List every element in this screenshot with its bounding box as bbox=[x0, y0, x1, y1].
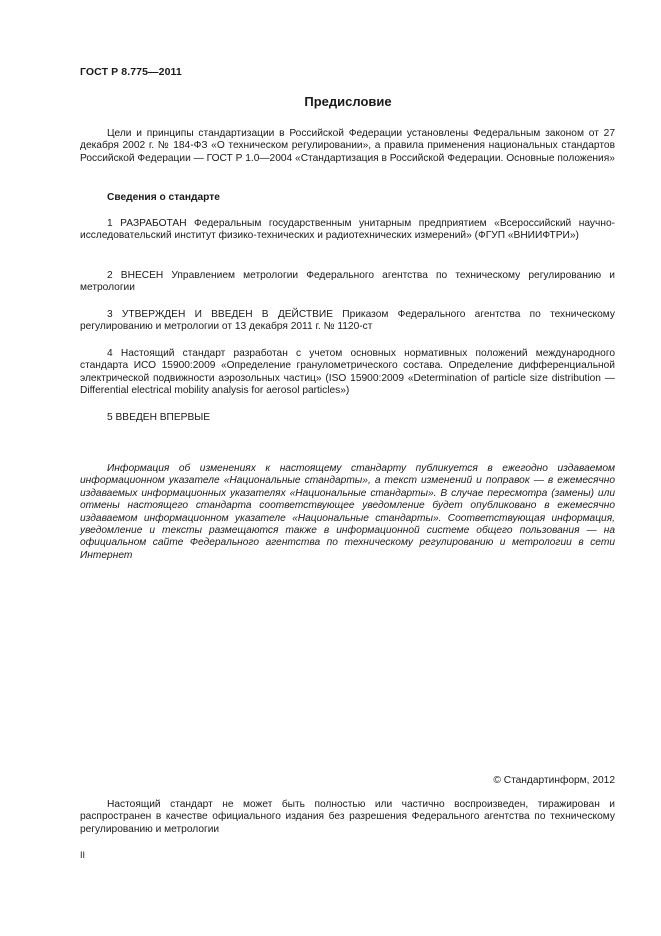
item-developed: 1 РАЗРАБОТАН Федеральным государственным унитарным предприятием «Всероссийский научно-исследовательский институт физико-технических и радиотехнических измерений» (ФГУП «ВНИИФТРИ») bbox=[80, 218, 615, 242]
copyright-line: © Стандартинформ, 2012 bbox=[493, 775, 615, 786]
page-title: Предисловие bbox=[304, 94, 392, 109]
item-international-basis: 4 Настоящий стандарт разработан с учетом основных нормативных положений международного стандарта ИСО 15900:2009 «Определение гранулометрического состава. Определение дифференциальной электрической подвижности аэрозольных частиц» (ISO 15900:2009 «Determination of particle size distribution — Differential electrical mobility analysis for aerosol particles») bbox=[80, 348, 615, 397]
item-introduced: 5 ВВЕДЕН ВПЕРВЫЕ bbox=[107, 412, 211, 423]
page-number: II bbox=[80, 850, 86, 860]
changes-notice: Информация об изменениях к настоящему стандарту публикуется в ежегодно издаваемом информационном указателе «Национальные стандарты», а текст изменений и поправок — в ежемесячно издаваемых информационных указателях «Национальные стандарты». В случае пересмотра (замены) или отмены настоящего стандарта соответствующее уведомление будет опубликовано в ежемесячно издаваемом информационном указателе «Национальные стандарты». Соответствующая информация, уведомление и тексты размещаются также в информационной системе общего пользования — на официальном сайте Федерального агентства по техническому регулированию и метрологии в сети Интернет bbox=[80, 463, 615, 561]
rights-statement: Настоящий стандарт не может быть полностью или частично воспроизведен, тиражирован и распространен в качестве официального издания без разрешения Федерального агентства по техническому регулированию и метрологии bbox=[80, 799, 615, 835]
item-submitted: 2 ВНЕСЕН Управлением метрологии Федерального агентства по техническому регулированию и метрологии bbox=[80, 270, 615, 294]
info-heading: Сведения о стандарте bbox=[107, 192, 220, 203]
item-approved: 3 УТВЕРЖДЕН И ВВЕДЕН В ДЕЙСТВИЕ Приказом Федерального агентства по техническому регулированию и метрологии от 13 декабря 2011 г. № 1120-ст bbox=[80, 309, 615, 333]
intro-paragraph: Цели и принципы стандартизации в Российской Федерации установлены Федеральным законом от 27 декабря 2002 г. № 184-ФЗ «О техническом регулировании», а правила применения национальных стандартов Российской Федерации — ГОСТ Р 1.0—2004 «Стандартизация в Российской Федерации. Основные положения» bbox=[80, 128, 615, 164]
standard-code: ГОСТ Р 8.775—2011 bbox=[80, 66, 182, 78]
